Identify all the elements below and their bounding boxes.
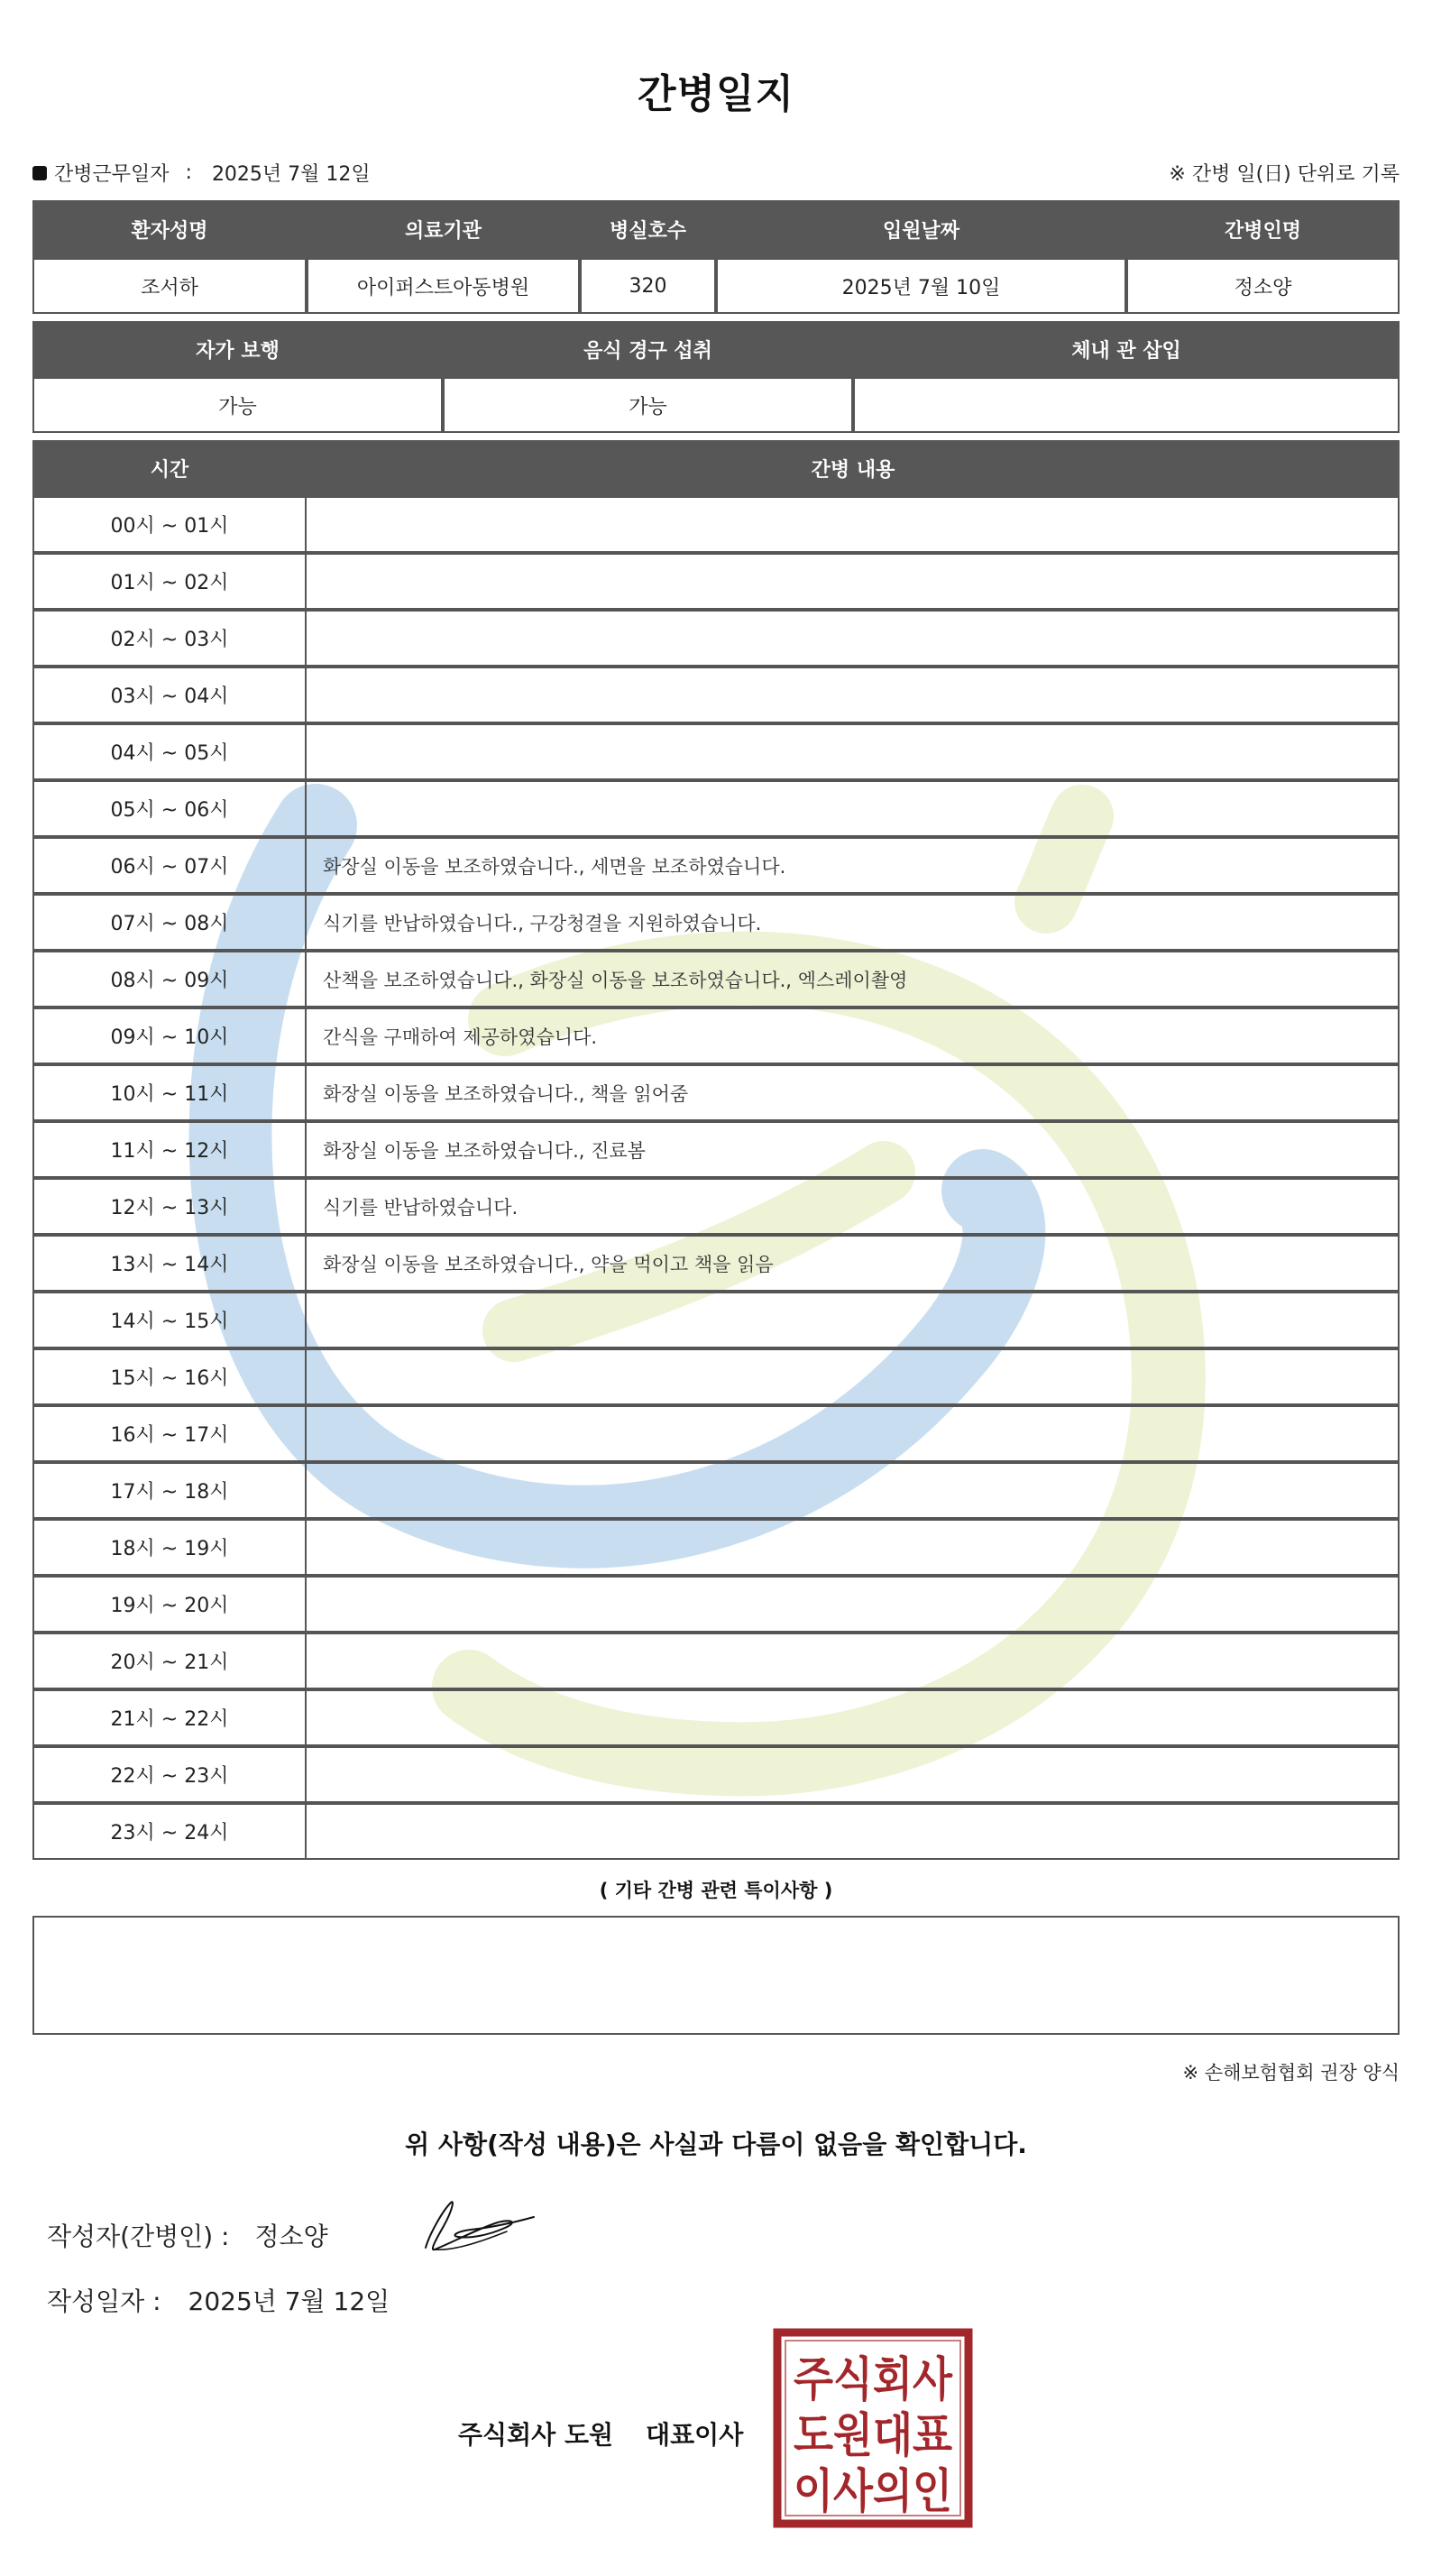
care-log-header [32,440,1400,496]
time-slot: 00시 ~ 01시 [32,496,307,553]
care-content [307,1519,1400,1576]
caregiver-name-value: 정소양 [1126,258,1400,314]
table-row [32,723,1400,780]
care-content: 간식을 구매하여 제공하였습니다. [307,1007,1400,1064]
care-content [307,553,1400,610]
care-content [307,1348,1400,1405]
room-number-value: 320 [580,258,716,314]
company-title: 대표이사 [646,2420,744,2450]
table-row [32,951,1400,1007]
writer-name: 정소양 [254,2222,328,2251]
company-seal-stamp-icon [772,2327,974,2529]
header-tube-insertion: 체내 관 삽입 [853,321,1400,377]
table-row [32,1633,1400,1689]
time-slot: 13시 ~ 14시 [32,1235,307,1292]
care-content: 식기를 반납하였습니다., 구강청결을 지원하였습니다. [307,894,1400,951]
header-room-number: 병실호수 [580,200,716,258]
daily-record-note: ※ 간병 일(日) 단위로 기록 [1169,163,1400,186]
time-slot: 16시 ~ 17시 [32,1405,307,1462]
time-slot: 10시 ~ 11시 [32,1064,307,1121]
care-content [307,610,1400,667]
care-content [307,1689,1400,1746]
care-content [307,1405,1400,1462]
care-content [307,667,1400,723]
header-time: 시간 [32,440,307,496]
time-slot: 08시 ~ 09시 [32,951,307,1007]
square-bullet-icon [32,166,47,180]
notes-title: ( 기타 간병 관련 특이사항 ) [599,1880,833,1901]
hospital-value: 아이퍼스트아동병원 [307,258,580,314]
table-row [32,1292,1400,1348]
work-date-label: 간병근무일자 [54,163,170,186]
work-date-colon: : [185,161,192,184]
care-content [307,723,1400,780]
table-row [32,1689,1400,1746]
table-row [32,1746,1400,1803]
time-slot: 22시 ~ 23시 [32,1746,307,1803]
notes-box [32,1916,1400,2035]
page-title: 간병일지 [637,71,794,117]
header-admission-date: 입원날짜 [716,200,1126,258]
time-slot: 14시 ~ 15시 [32,1292,307,1348]
table-row [32,837,1400,894]
confirmation-statement: 위 사항(작성 내용)은 사실과 다름이 없음을 확인합니다. [405,2130,1027,2159]
time-slot: 06시 ~ 07시 [32,837,307,894]
patient-status-table [32,321,1400,433]
time-slot: 07시 ~ 08시 [32,894,307,951]
header-caregiver-name: 간병인명 [1126,200,1400,258]
seal-line-3: 이사의인 [794,2465,952,2519]
header-oral-intake: 음식 경구 섭취 [443,321,853,377]
written-date-value: 2025년 7월 12일 [188,2286,390,2316]
table-row [32,496,1400,553]
patient-info-table [32,200,1400,314]
table-row [32,1178,1400,1235]
table-row [32,1007,1400,1064]
care-content [307,780,1400,837]
care-content [307,1462,1400,1519]
header-self-walking: 자가 보행 [32,321,443,377]
seal-line-2: 도원대표 [794,2409,952,2463]
company-line [458,2415,743,2452]
time-slot: 20시 ~ 21시 [32,1633,307,1689]
time-slot: 09시 ~ 10시 [32,1007,307,1064]
header-hospital: 의료기관 [307,200,580,258]
care-content: 식기를 반납하였습니다. [307,1178,1400,1235]
form-source-note: ※ 손해보험협회 권장 양식 [1182,2062,1400,2084]
oral-intake-value: 가능 [443,377,853,433]
time-slot: 19시 ~ 20시 [32,1576,307,1633]
written-date-line [47,2282,390,2318]
company-name: 주식회사 도원 [458,2420,614,2450]
table-row [32,610,1400,667]
written-date-label: 작성일자 : [47,2286,161,2316]
time-slot: 21시 ~ 22시 [32,1689,307,1746]
table-row [32,1803,1400,1860]
care-log-rows [32,496,1400,1860]
care-content: 화장실 이동을 보조하였습니다., 세면을 보조하였습니다. [307,837,1400,894]
care-content: 산책을 보조하였습니다., 화장실 이동을 보조하였습니다., 엑스레이촬영 [307,951,1400,1007]
header-patient-name: 환자성명 [32,200,307,258]
time-slot: 05시 ~ 06시 [32,780,307,837]
care-content [307,496,1400,553]
care-content: 화장실 이동을 보조하였습니다., 진료봄 [307,1121,1400,1178]
time-slot: 03시 ~ 04시 [32,667,307,723]
tube-insertion-value [853,377,1400,433]
table-row [32,894,1400,951]
table-row [32,1121,1400,1178]
admission-date-value: 2025년 7월 10일 [716,258,1126,314]
time-slot: 17시 ~ 18시 [32,1462,307,1519]
patient-name-value: 조서하 [32,258,307,314]
care-content: 화장실 이동을 보조하였습니다., 책을 읽어줌 [307,1064,1400,1121]
table-row [32,1462,1400,1519]
care-content [307,1576,1400,1633]
hourly-care-log-table [32,440,1400,1860]
care-content [307,1292,1400,1348]
work-date-line [32,159,371,187]
table-row [32,1519,1400,1576]
writer-label: 작성자(간병인) : [47,2222,230,2251]
header-care-content: 간병 내용 [307,440,1400,496]
care-content [307,1633,1400,1689]
table-row [32,1576,1400,1633]
time-slot: 04시 ~ 05시 [32,723,307,780]
care-content [307,1746,1400,1803]
time-slot: 02시 ~ 03시 [32,610,307,667]
work-date-value: 2025년 7월 12일 [211,163,371,186]
time-slot: 01시 ~ 02시 [32,553,307,610]
table-row [32,553,1400,610]
seal-line-1: 주식회사 [794,2353,953,2407]
table-row [32,1064,1400,1121]
time-slot: 18시 ~ 19시 [32,1519,307,1576]
time-slot: 15시 ~ 16시 [32,1348,307,1405]
time-slot: 12시 ~ 13시 [32,1178,307,1235]
table-row [32,780,1400,837]
table-row [32,1348,1400,1405]
care-content [307,1803,1400,1860]
signature-icon [399,2192,543,2264]
self-walking-value: 가능 [32,377,443,433]
table-row [32,667,1400,723]
care-content: 화장실 이동을 보조하였습니다., 약을 먹이고 책을 읽음 [307,1235,1400,1292]
time-slot: 11시 ~ 12시 [32,1121,307,1178]
table-row [32,1235,1400,1292]
table-row [32,1405,1400,1462]
writer-line [47,2217,328,2253]
time-slot: 23시 ~ 24시 [32,1803,307,1860]
